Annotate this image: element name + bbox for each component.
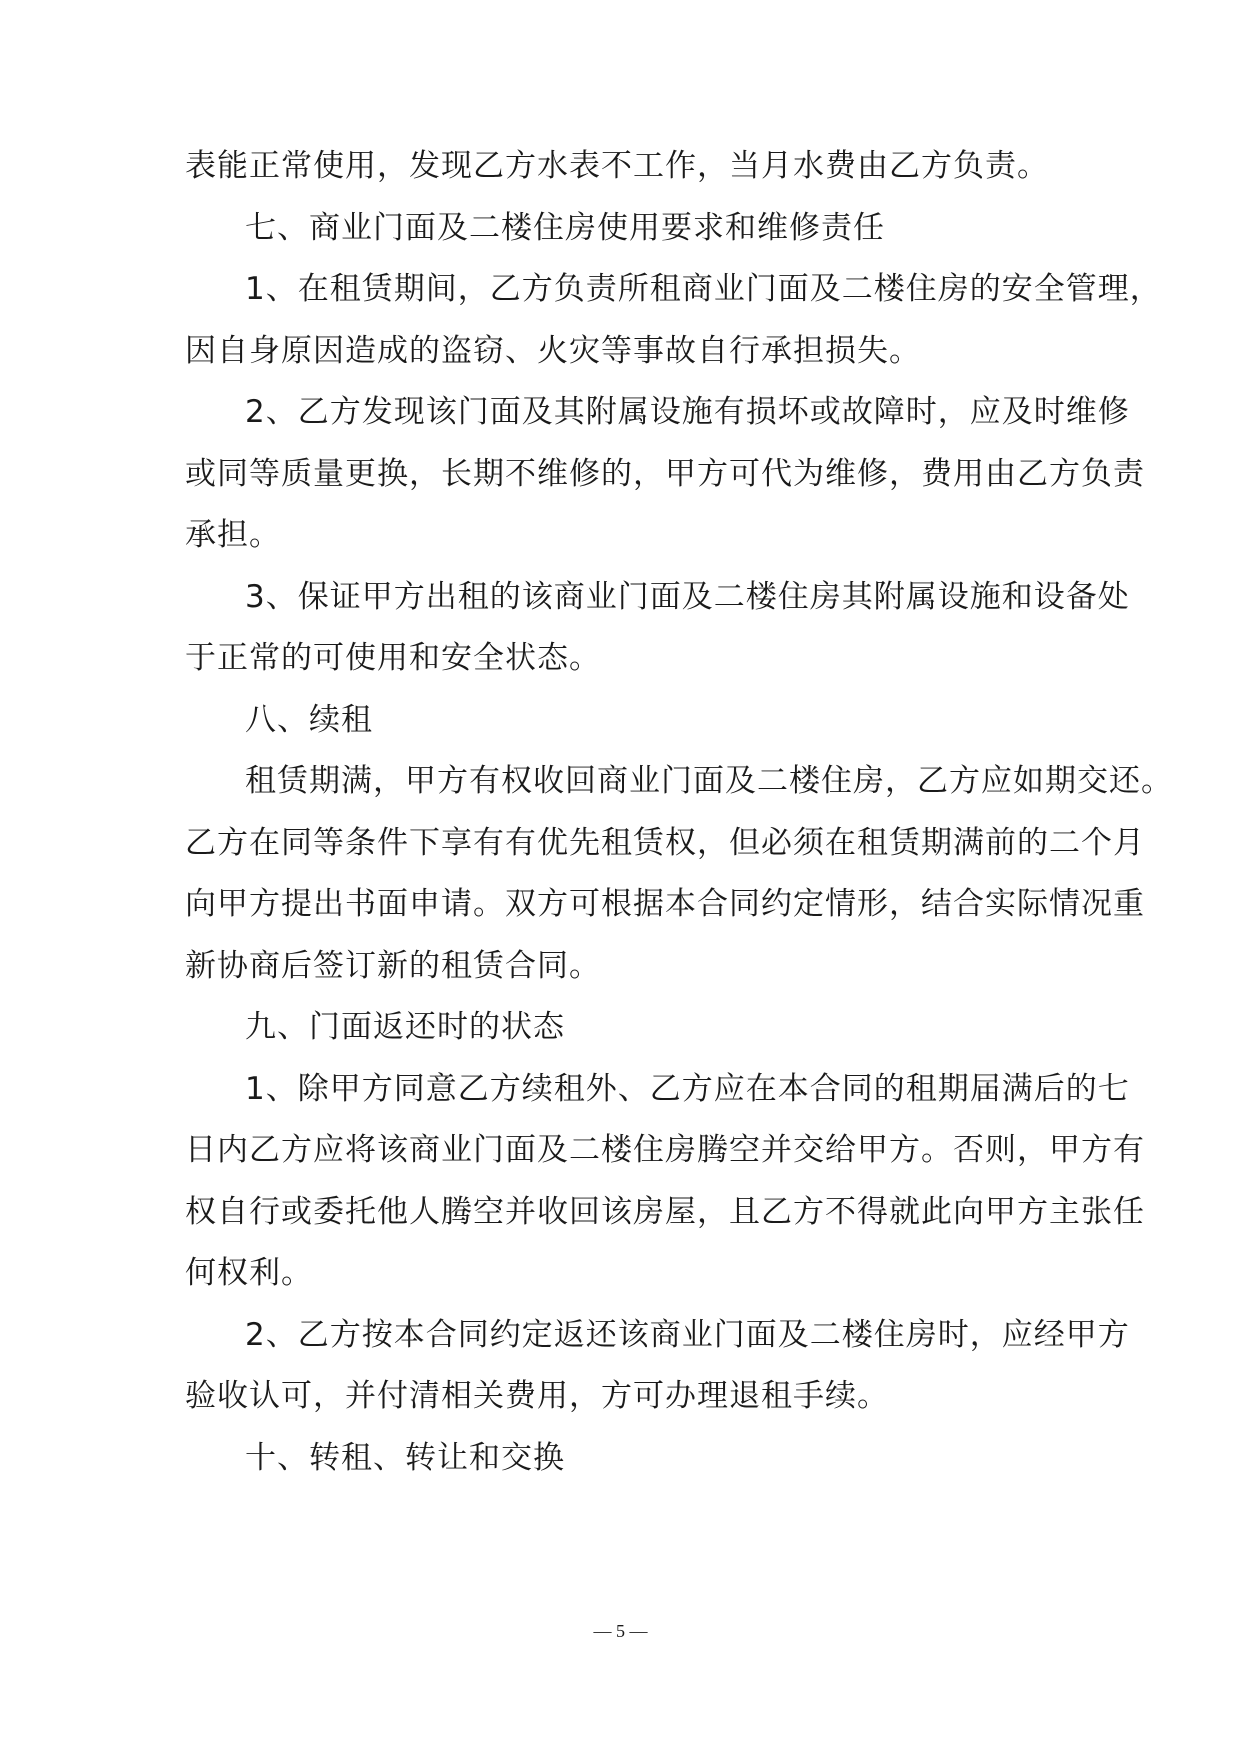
- text-line: 1、在租赁期间，乙方负责所租商业门面及二楼住房的安全管理，: [245, 271, 1162, 307]
- section-heading: 九、门面返还时的状态: [245, 1009, 565, 1045]
- text-line: 或同等质量更换，长期不维修的，甲方可代为维修，费用由乙方负责: [185, 456, 1145, 492]
- text-line: 乙方在同等条件下享有有优先租赁权，但必须在租赁期满前的二个月: [185, 825, 1145, 861]
- section-heading: 七、商业门面及二楼住房使用要求和维修责任: [245, 210, 885, 246]
- text-line: 3、保证甲方出租的该商业门面及二楼住房其附属设施和设备处: [245, 579, 1130, 615]
- text-line: 日内乙方应将该商业门面及二楼住房腾空并交给甲方。否则，甲方有: [185, 1132, 1145, 1168]
- text-line: 因自身原因造成的盗窃、火灾等事故自行承担损失。: [185, 333, 921, 369]
- text-line: 1、除甲方同意乙方续租外、乙方应在本合同的租期届满后的七: [245, 1071, 1130, 1107]
- text-line: 表能正常使用，发现乙方水表不工作，当月水费由乙方负责。: [185, 148, 1049, 184]
- text-line: 验收认可，并付清相关费用，方可办理退租手续。: [185, 1378, 889, 1414]
- text-line: 新协商后签订新的租赁合同。: [185, 948, 601, 984]
- section-heading: 十、转租、转让和交换: [245, 1440, 565, 1476]
- text-line: 何权利。: [185, 1255, 313, 1291]
- text-line: 2、乙方发现该门面及其附属设施有损坏或故障时，应及时维修: [245, 394, 1130, 430]
- text-line: 2、乙方按本合同约定返还该商业门面及二楼住房时，应经甲方: [245, 1317, 1130, 1353]
- text-line: 权自行或委托他人腾空并收回该房屋，且乙方不得就此向甲方主张任: [185, 1194, 1145, 1230]
- section-heading: 八、续租: [245, 702, 373, 738]
- text-line: 向甲方提出书面申请。双方可根据本合同约定情形，结合实际情况重: [185, 886, 1145, 922]
- text-line: 租赁期满，甲方有权收回商业门面及二楼住房，乙方应如期交还。: [245, 763, 1173, 799]
- text-line: 承担。: [185, 517, 281, 553]
- text-line: 于正常的可使用和安全状态。: [185, 640, 601, 676]
- page-number: — 5 —: [593, 1621, 648, 1641]
